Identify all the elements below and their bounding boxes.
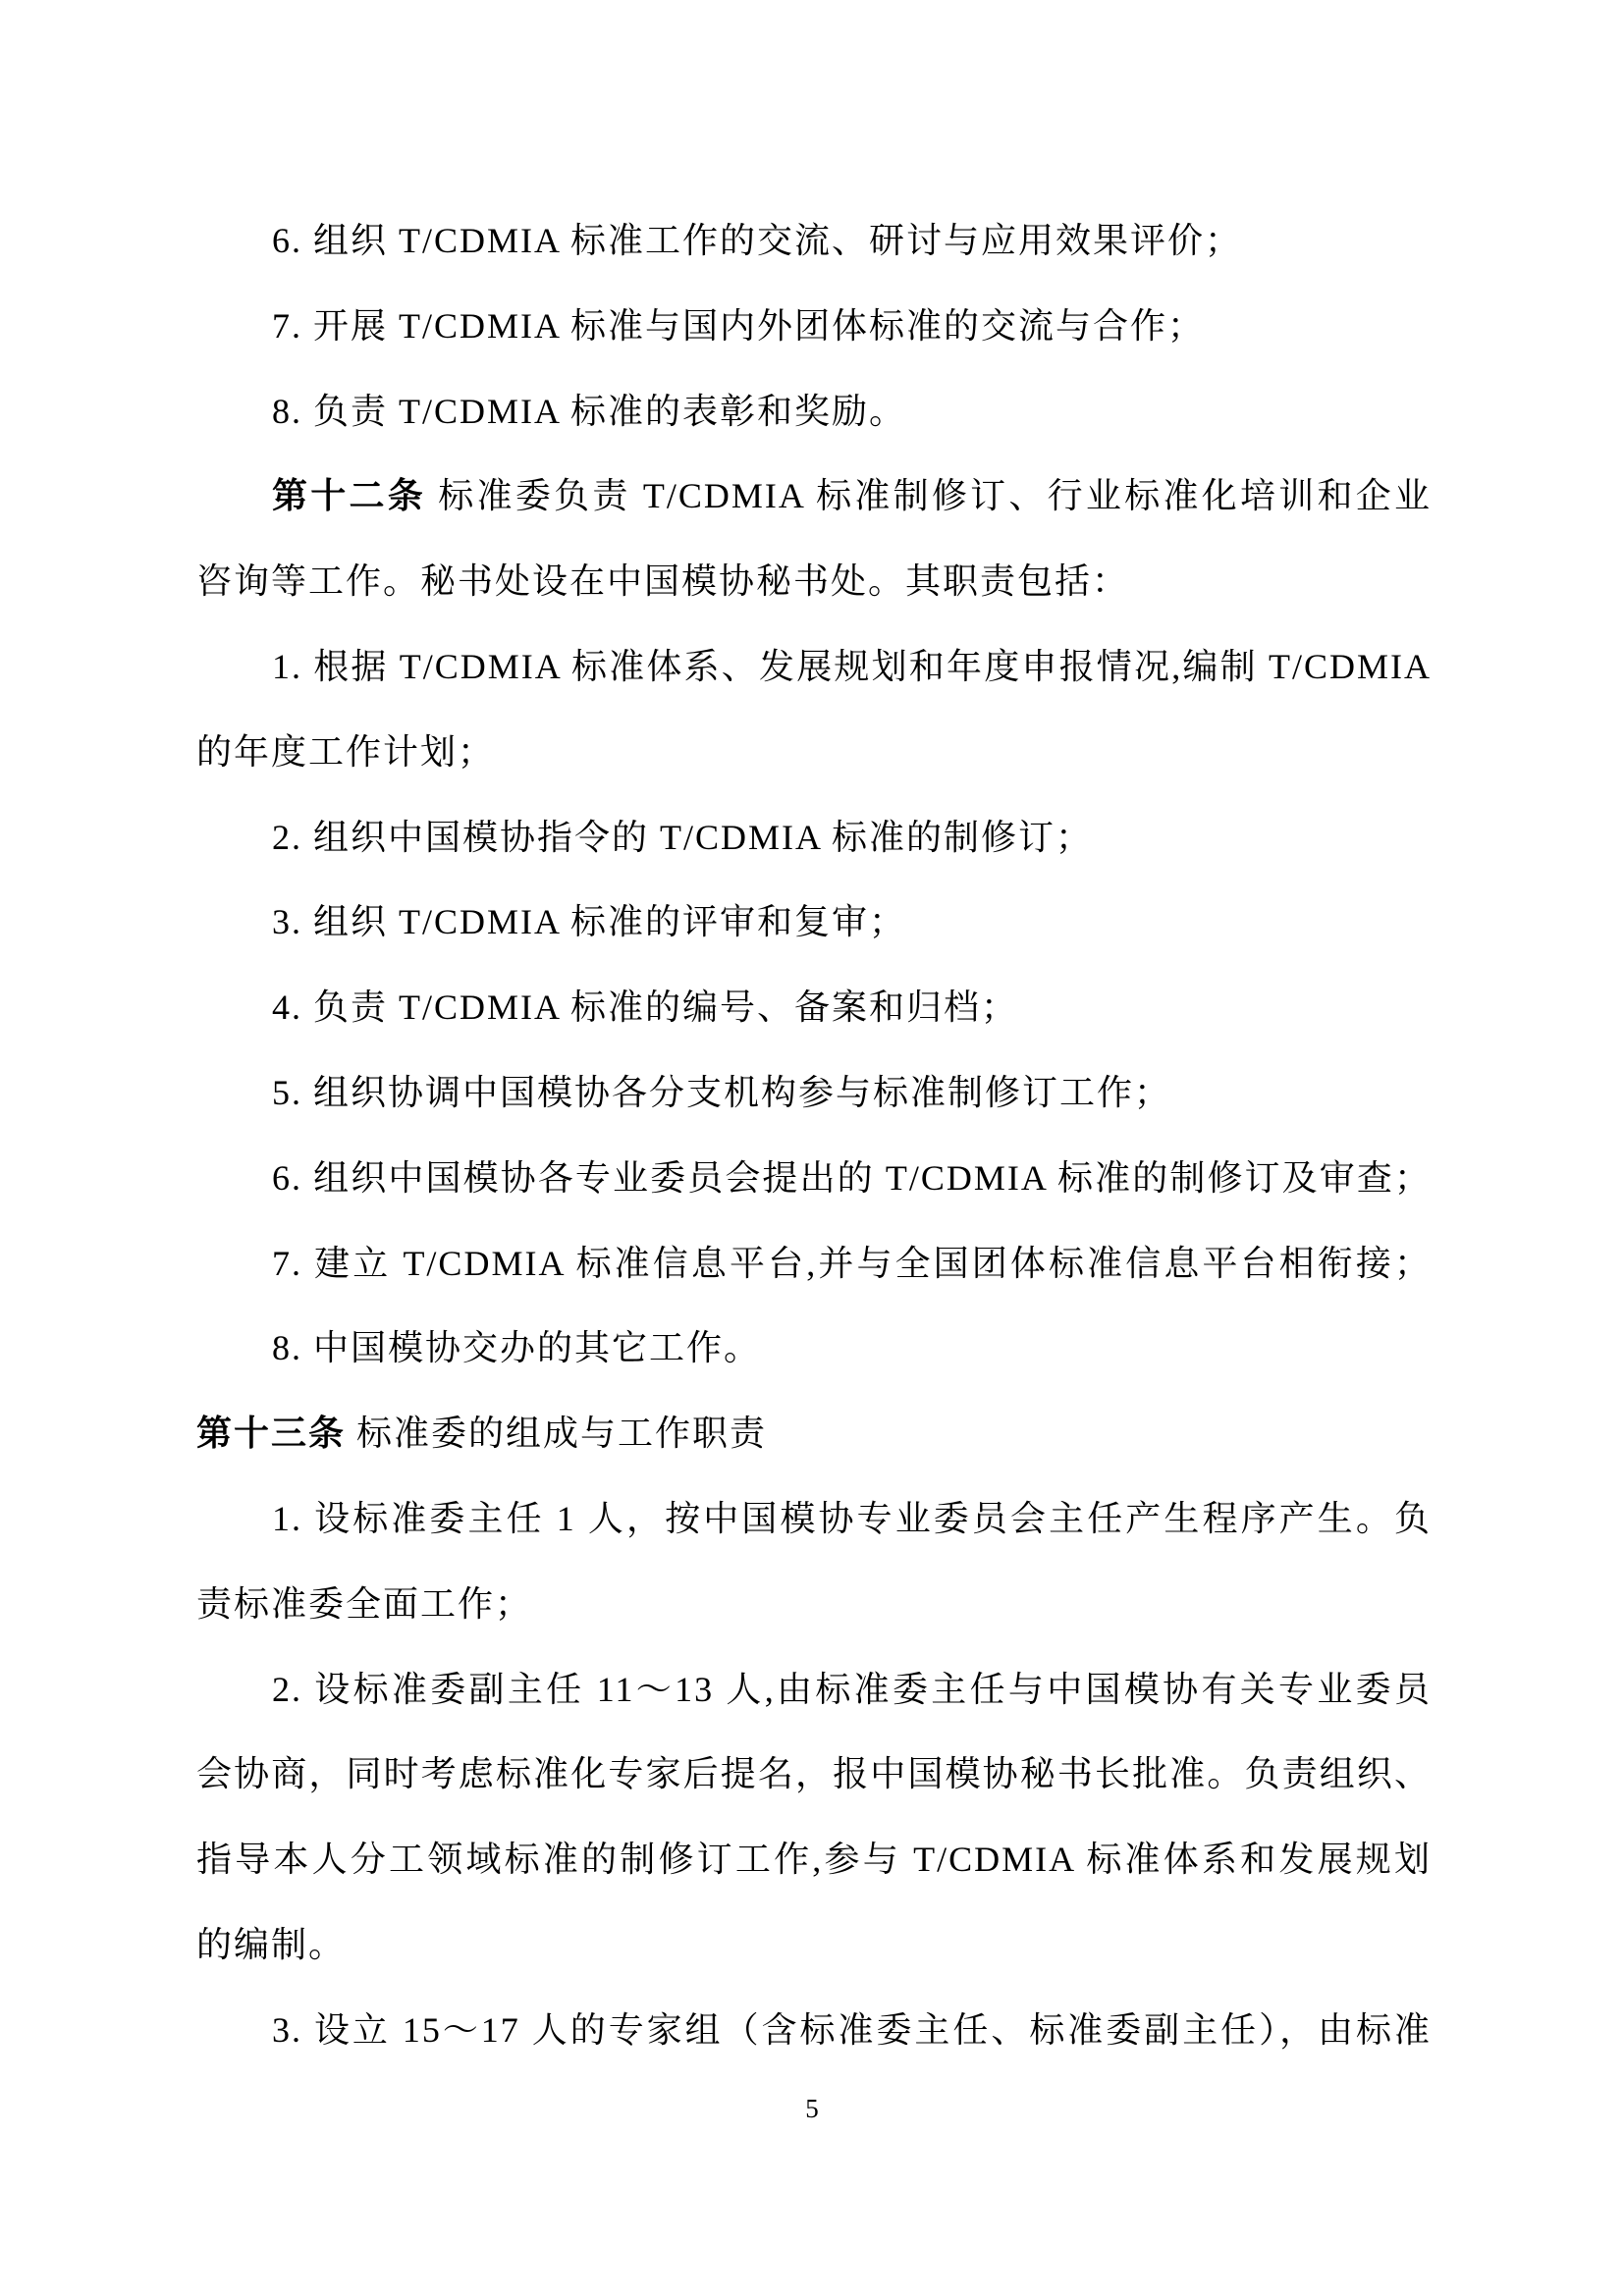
text-line [196,1050,1432,1136]
body-text: 1. 设标准委主任 1 人，按中国模协专业委员会主任产生程序产生。负 [272,1498,1432,1538]
body-text: 责标准委全面工作； [196,1583,533,1624]
text-line [196,1562,1432,1647]
text-line [196,1647,1432,1733]
body-text: 8. 负责 T/CDMIA 标准的表彰和奖励。 [272,391,907,431]
body-text: 标准委负责 T/CDMIA 标准制修订、行业标准化培训和企业 [426,476,1432,516]
body-text: 标准委的组成与工作职责 [346,1414,768,1454]
text-line [196,1988,1432,2073]
text-line [196,284,1432,369]
body-text: 4. 负责 T/CDMIA 标准的编号、备案和归档； [272,988,1019,1028]
text-line [196,454,1432,539]
document-body [196,198,1432,2073]
text-line [196,1306,1432,1391]
text-line [196,710,1432,795]
text-line [196,1136,1432,1221]
body-text: 3. 设立 15～17 人的专家组（含标准委主任、标准委副主任），由标准 [272,2009,1432,2050]
body-text: 6. 组织 T/CDMIA 标准工作的交流、研讨与应用效果评价； [272,221,1243,260]
text-line [196,198,1432,284]
article-heading-text: 第十三条 [196,1414,347,1454]
body-text: 的编制。 [196,1924,347,1964]
text-line [196,1902,1432,1988]
page-number: 5 [805,2094,819,2123]
text-line [196,965,1432,1050]
text-line [196,1732,1432,1817]
body-text: 5. 组织协调中国模协各分支机构参与标准制修订工作； [272,1072,1172,1112]
text-line [196,1391,1432,1476]
body-text: 2. 设标准委副主任 11～13 人,由标准委主任与中国模协有关专业委员 [272,1669,1432,1709]
text-line [196,1476,1432,1562]
text-line [196,880,1432,965]
body-text: 1. 根据 T/CDMIA 标准体系、发展规划和年度申报情况,编制 T/CDMIA [272,646,1432,686]
article-heading-text: 第十二条 [272,476,427,516]
body-text: 6. 组织中国模协各专业委员会提出的 T/CDMIA 标准的制修订及审查； [272,1157,1432,1198]
body-text: 3. 组织 T/CDMIA 标准的评审和复审； [272,902,907,942]
body-text: 7. 建立 T/CDMIA 标准信息平台,并与全国团体标准信息平台相衔接； [272,1243,1432,1283]
text-line [196,369,1432,454]
body-text: 会协商，同时考虑标准化专家后提名，报中国模协秘书长批准。负责组织、 [196,1754,1432,1794]
body-text: 7. 开展 T/CDMIA 标准与国内外团体标准的交流与合作； [272,305,1206,346]
text-line [196,624,1432,710]
text-line [196,1817,1432,1902]
body-text: 咨询等工作。秘书处设在中国模协秘书处。其职责包括： [196,561,1130,602]
body-text: 指导本人分工领域标准的制修订工作,参与 T/CDMIA 标准体系和发展规划 [196,1840,1432,1880]
text-line [196,1221,1432,1307]
text-line [196,539,1432,624]
body-text: 的年度工作计划； [196,731,496,772]
text-line [196,795,1432,881]
body-text: 2. 组织中国模协指令的 T/CDMIA 标准的制修订； [272,817,1094,857]
body-text: 8. 中国模协交办的其它工作。 [272,1328,762,1368]
